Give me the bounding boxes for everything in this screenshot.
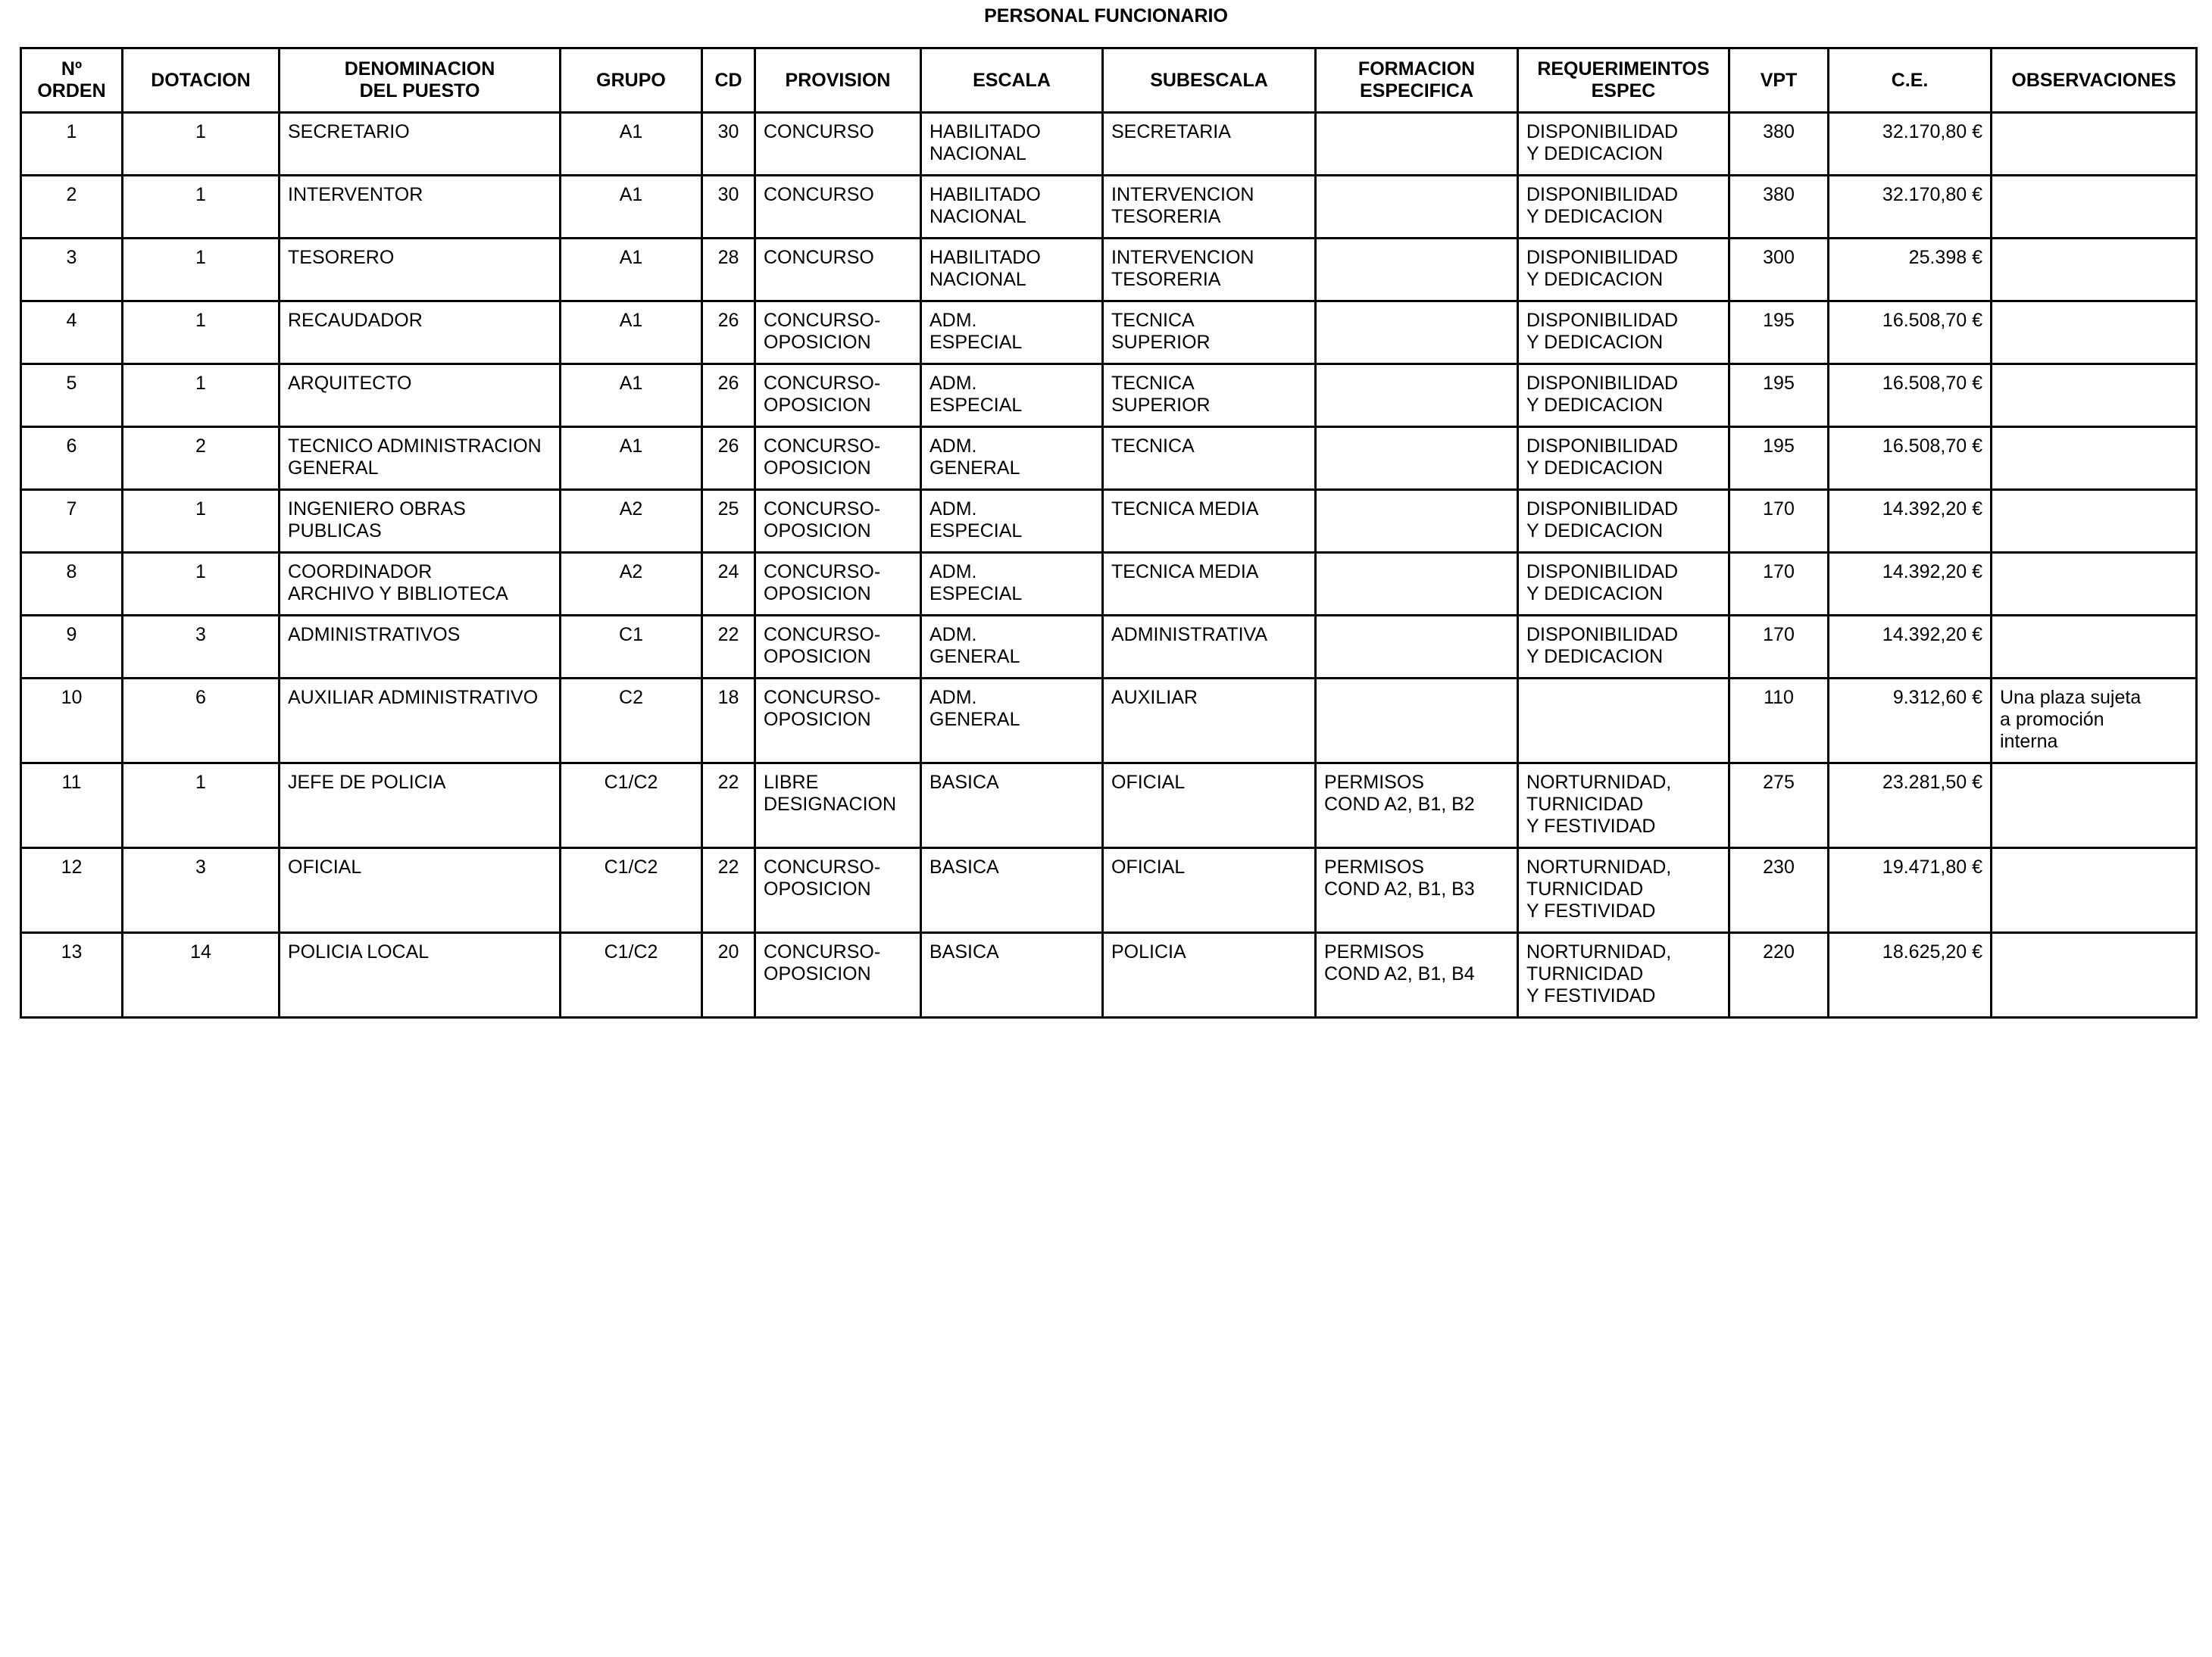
cell-orden: 4 bbox=[21, 301, 123, 364]
cell-subescala: ADMINISTRATIVA bbox=[1103, 616, 1316, 679]
cell-escala: ADM. GENERAL bbox=[921, 616, 1103, 679]
cell-provision: CONCURSO bbox=[755, 176, 921, 239]
cell-dotacion: 1 bbox=[123, 364, 280, 427]
header-denominacion: DENOMINACION DEL PUESTO bbox=[280, 48, 561, 113]
cell-cd: 26 bbox=[702, 364, 755, 427]
cell-escala: ADM. GENERAL bbox=[921, 679, 1103, 763]
cell-dotacion: 1 bbox=[123, 239, 280, 301]
table-row bbox=[21, 848, 2197, 933]
cell-dotacion: 1 bbox=[123, 113, 280, 176]
cell-vpt: 380 bbox=[1729, 113, 1829, 176]
table-row bbox=[21, 679, 2197, 763]
cell-dotacion: 2 bbox=[123, 427, 280, 490]
cell-cd: 28 bbox=[702, 239, 755, 301]
document-title: PERSONAL FUNCIONARIO bbox=[984, 5, 1228, 27]
cell-dotacion: 1 bbox=[123, 490, 280, 553]
cell-ce: 9.312,60 € bbox=[1829, 679, 1992, 763]
cell-dotacion: 14 bbox=[123, 933, 280, 1018]
cell-provision: CONCURSO bbox=[755, 239, 921, 301]
cell-requerimientos bbox=[1518, 679, 1729, 763]
cell-requerimientos: NORTURNIDAD, TURNICIDAD Y FESTIVIDAD bbox=[1518, 933, 1729, 1018]
cell-vpt: 195 bbox=[1729, 364, 1829, 427]
cell-grupo: A1 bbox=[561, 301, 702, 364]
table-body bbox=[21, 113, 2197, 1018]
cell-formacion bbox=[1316, 490, 1518, 553]
table-row bbox=[21, 616, 2197, 679]
cell-orden: 12 bbox=[21, 848, 123, 933]
cell-grupo: A1 bbox=[561, 113, 702, 176]
cell-formacion bbox=[1316, 553, 1518, 616]
cell-provision: CONCURSO- OPOSICION bbox=[755, 490, 921, 553]
cell-subescala: TECNICA bbox=[1103, 427, 1316, 490]
cell-escala: BASICA bbox=[921, 763, 1103, 848]
cell-dotacion: 6 bbox=[123, 679, 280, 763]
cell-formacion: PERMISOS COND A2, B1, B2 bbox=[1316, 763, 1518, 848]
cell-ce: 14.392,20 € bbox=[1829, 490, 1992, 553]
cell-formacion: PERMISOS COND A2, B1, B3 bbox=[1316, 848, 1518, 933]
cell-formacion bbox=[1316, 616, 1518, 679]
cell-ce: 18.625,20 € bbox=[1829, 933, 1992, 1018]
cell-cd: 20 bbox=[702, 933, 755, 1018]
cell-cd: 30 bbox=[702, 176, 755, 239]
cell-orden: 10 bbox=[21, 679, 123, 763]
cell-denominacion: JEFE DE POLICIA bbox=[280, 763, 561, 848]
table-row bbox=[21, 113, 2197, 176]
cell-orden: 11 bbox=[21, 763, 123, 848]
cell-subescala: POLICIA bbox=[1103, 933, 1316, 1018]
cell-provision: CONCURSO- OPOSICION bbox=[755, 364, 921, 427]
cell-vpt: 220 bbox=[1729, 933, 1829, 1018]
cell-orden: 9 bbox=[21, 616, 123, 679]
cell-provision: CONCURSO- OPOSICION bbox=[755, 616, 921, 679]
cell-observaciones bbox=[1992, 616, 2197, 679]
cell-provision: CONCURSO- OPOSICION bbox=[755, 848, 921, 933]
cell-requerimientos: DISPONIBILIDAD Y DEDICACION bbox=[1518, 616, 1729, 679]
cell-cd: 22 bbox=[702, 763, 755, 848]
personal-funcionario-table bbox=[20, 47, 2198, 1019]
table-row bbox=[21, 933, 2197, 1018]
cell-ce: 19.471,80 € bbox=[1829, 848, 1992, 933]
cell-ce: 16.508,70 € bbox=[1829, 427, 1992, 490]
header-cd: CD bbox=[702, 48, 755, 113]
cell-formacion bbox=[1316, 427, 1518, 490]
cell-vpt: 170 bbox=[1729, 490, 1829, 553]
table-row bbox=[21, 490, 2197, 553]
cell-formacion bbox=[1316, 679, 1518, 763]
cell-subescala: TECNICA SUPERIOR bbox=[1103, 301, 1316, 364]
cell-provision: CONCURSO- OPOSICION bbox=[755, 933, 921, 1018]
cell-vpt: 275 bbox=[1729, 763, 1829, 848]
cell-dotacion: 3 bbox=[123, 848, 280, 933]
cell-vpt: 170 bbox=[1729, 616, 1829, 679]
cell-cd: 30 bbox=[702, 113, 755, 176]
cell-grupo: C2 bbox=[561, 679, 702, 763]
cell-requerimientos: NORTURNIDAD, TURNICIDAD Y FESTIVIDAD bbox=[1518, 848, 1729, 933]
cell-grupo: A1 bbox=[561, 176, 702, 239]
header-ce: C.E. bbox=[1829, 48, 1992, 113]
cell-denominacion: SECRETARIO bbox=[280, 113, 561, 176]
cell-vpt: 110 bbox=[1729, 679, 1829, 763]
table-row bbox=[21, 301, 2197, 364]
cell-orden: 3 bbox=[21, 239, 123, 301]
cell-escala: BASICA bbox=[921, 848, 1103, 933]
cell-escala: ADM. GENERAL bbox=[921, 427, 1103, 490]
cell-cd: 22 bbox=[702, 848, 755, 933]
cell-orden: 7 bbox=[21, 490, 123, 553]
cell-formacion bbox=[1316, 301, 1518, 364]
cell-cd: 26 bbox=[702, 427, 755, 490]
cell-observaciones: Una plaza sujeta a promoción interna bbox=[1992, 679, 2197, 763]
header-observaciones: OBSERVACIONES bbox=[1992, 48, 2197, 113]
cell-denominacion: INGENIERO OBRAS PUBLICAS bbox=[280, 490, 561, 553]
cell-observaciones bbox=[1992, 427, 2197, 490]
cell-formacion: PERMISOS COND A2, B1, B4 bbox=[1316, 933, 1518, 1018]
table-row bbox=[21, 553, 2197, 616]
cell-escala: ADM. ESPECIAL bbox=[921, 490, 1103, 553]
cell-cd: 25 bbox=[702, 490, 755, 553]
cell-subescala: TECNICA SUPERIOR bbox=[1103, 364, 1316, 427]
cell-dotacion: 1 bbox=[123, 763, 280, 848]
cell-orden: 13 bbox=[21, 933, 123, 1018]
cell-requerimientos: DISPONIBILIDAD Y DEDICACION bbox=[1518, 113, 1729, 176]
cell-denominacion: POLICIA LOCAL bbox=[280, 933, 561, 1018]
cell-observaciones bbox=[1992, 239, 2197, 301]
cell-requerimientos: DISPONIBILIDAD Y DEDICACION bbox=[1518, 427, 1729, 490]
cell-grupo: C1/C2 bbox=[561, 848, 702, 933]
cell-observaciones bbox=[1992, 763, 2197, 848]
cell-escala: ADM. ESPECIAL bbox=[921, 553, 1103, 616]
cell-observaciones bbox=[1992, 176, 2197, 239]
cell-denominacion: AUXILIAR ADMINISTRATIVO bbox=[280, 679, 561, 763]
cell-vpt: 195 bbox=[1729, 301, 1829, 364]
cell-subescala: INTERVENCION TESORERIA bbox=[1103, 239, 1316, 301]
cell-formacion bbox=[1316, 113, 1518, 176]
cell-grupo: A1 bbox=[561, 239, 702, 301]
cell-provision: LIBRE DESIGNACION bbox=[755, 763, 921, 848]
cell-orden: 6 bbox=[21, 427, 123, 490]
header-row bbox=[21, 48, 2197, 113]
cell-denominacion: COORDINADOR ARCHIVO Y BIBLIOTECA bbox=[280, 553, 561, 616]
cell-requerimientos: DISPONIBILIDAD Y DEDICACION bbox=[1518, 301, 1729, 364]
cell-cd: 18 bbox=[702, 679, 755, 763]
cell-grupo: C1/C2 bbox=[561, 763, 702, 848]
cell-escala: ADM. ESPECIAL bbox=[921, 364, 1103, 427]
cell-escala: ADM. ESPECIAL bbox=[921, 301, 1103, 364]
cell-requerimientos: DISPONIBILIDAD Y DEDICACION bbox=[1518, 553, 1729, 616]
cell-ce: 23.281,50 € bbox=[1829, 763, 1992, 848]
cell-subescala: OFICIAL bbox=[1103, 848, 1316, 933]
cell-grupo: A2 bbox=[561, 490, 702, 553]
table-row bbox=[21, 364, 2197, 427]
cell-ce: 16.508,70 € bbox=[1829, 301, 1992, 364]
cell-denominacion: ARQUITECTO bbox=[280, 364, 561, 427]
cell-cd: 24 bbox=[702, 553, 755, 616]
cell-observaciones bbox=[1992, 301, 2197, 364]
cell-dotacion: 1 bbox=[123, 176, 280, 239]
cell-provision: CONCURSO- OPOSICION bbox=[755, 427, 921, 490]
cell-ce: 14.392,20 € bbox=[1829, 616, 1992, 679]
cell-dotacion: 1 bbox=[123, 553, 280, 616]
table-row bbox=[21, 239, 2197, 301]
cell-subescala: TECNICA MEDIA bbox=[1103, 490, 1316, 553]
cell-denominacion: TECNICO ADMINISTRACION GENERAL bbox=[280, 427, 561, 490]
cell-formacion bbox=[1316, 364, 1518, 427]
cell-orden: 2 bbox=[21, 176, 123, 239]
cell-provision: CONCURSO- OPOSICION bbox=[755, 553, 921, 616]
cell-grupo: C1/C2 bbox=[561, 933, 702, 1018]
cell-denominacion: ADMINISTRATIVOS bbox=[280, 616, 561, 679]
cell-denominacion: INTERVENTOR bbox=[280, 176, 561, 239]
cell-cd: 22 bbox=[702, 616, 755, 679]
header-grupo: GRUPO bbox=[561, 48, 702, 113]
header-requerimientos: REQUERIMEINTOS ESPEC bbox=[1518, 48, 1729, 113]
cell-denominacion: RECAUDADOR bbox=[280, 301, 561, 364]
table-row bbox=[21, 427, 2197, 490]
header-formacion: FORMACION ESPECIFICA bbox=[1316, 48, 1518, 113]
cell-requerimientos: DISPONIBILIDAD Y DEDICACION bbox=[1518, 176, 1729, 239]
cell-cd: 26 bbox=[702, 301, 755, 364]
cell-denominacion: OFICIAL bbox=[280, 848, 561, 933]
cell-subescala: SECRETARIA bbox=[1103, 113, 1316, 176]
cell-grupo: A1 bbox=[561, 364, 702, 427]
cell-formacion bbox=[1316, 239, 1518, 301]
cell-subescala: INTERVENCION TESORERIA bbox=[1103, 176, 1316, 239]
header-escala: ESCALA bbox=[921, 48, 1103, 113]
cell-subescala: OFICIAL bbox=[1103, 763, 1316, 848]
cell-observaciones bbox=[1992, 490, 2197, 553]
cell-requerimientos: DISPONIBILIDAD Y DEDICACION bbox=[1518, 364, 1729, 427]
cell-orden: 1 bbox=[21, 113, 123, 176]
cell-vpt: 300 bbox=[1729, 239, 1829, 301]
cell-dotacion: 3 bbox=[123, 616, 280, 679]
cell-requerimientos: DISPONIBILIDAD Y DEDICACION bbox=[1518, 490, 1729, 553]
cell-orden: 8 bbox=[21, 553, 123, 616]
header-vpt: VPT bbox=[1729, 48, 1829, 113]
table-row bbox=[21, 176, 2197, 239]
cell-grupo: A2 bbox=[561, 553, 702, 616]
header-dotacion: DOTACION bbox=[123, 48, 280, 113]
cell-provision: CONCURSO bbox=[755, 113, 921, 176]
cell-ce: 32.170,80 € bbox=[1829, 113, 1992, 176]
header-orden: Nº ORDEN bbox=[21, 48, 123, 113]
table-row bbox=[21, 763, 2197, 848]
cell-grupo: C1 bbox=[561, 616, 702, 679]
cell-provision: CONCURSO- OPOSICION bbox=[755, 679, 921, 763]
cell-ce: 32.170,80 € bbox=[1829, 176, 1992, 239]
cell-escala: HABILITADO NACIONAL bbox=[921, 113, 1103, 176]
cell-provision: CONCURSO- OPOSICION bbox=[755, 301, 921, 364]
cell-requerimientos: NORTURNIDAD, TURNICIDAD Y FESTIVIDAD bbox=[1518, 763, 1729, 848]
cell-escala: BASICA bbox=[921, 933, 1103, 1018]
cell-vpt: 230 bbox=[1729, 848, 1829, 933]
cell-denominacion: TESORERO bbox=[280, 239, 561, 301]
cell-subescala: AUXILIAR bbox=[1103, 679, 1316, 763]
cell-requerimientos: DISPONIBILIDAD Y DEDICACION bbox=[1518, 239, 1729, 301]
cell-observaciones bbox=[1992, 553, 2197, 616]
cell-observaciones bbox=[1992, 848, 2197, 933]
cell-vpt: 195 bbox=[1729, 427, 1829, 490]
cell-ce: 25.398 € bbox=[1829, 239, 1992, 301]
cell-ce: 14.392,20 € bbox=[1829, 553, 1992, 616]
cell-observaciones bbox=[1992, 364, 2197, 427]
cell-observaciones bbox=[1992, 933, 2197, 1018]
cell-formacion bbox=[1316, 176, 1518, 239]
cell-observaciones bbox=[1992, 113, 2197, 176]
cell-orden: 5 bbox=[21, 364, 123, 427]
cell-grupo: A1 bbox=[561, 427, 702, 490]
cell-escala: HABILITADO NACIONAL bbox=[921, 239, 1103, 301]
cell-subescala: TECNICA MEDIA bbox=[1103, 553, 1316, 616]
header-subescala: SUBESCALA bbox=[1103, 48, 1316, 113]
cell-vpt: 170 bbox=[1729, 553, 1829, 616]
cell-vpt: 380 bbox=[1729, 176, 1829, 239]
header-provision: PROVISION bbox=[755, 48, 921, 113]
cell-ce: 16.508,70 € bbox=[1829, 364, 1992, 427]
cell-dotacion: 1 bbox=[123, 301, 280, 364]
cell-escala: HABILITADO NACIONAL bbox=[921, 176, 1103, 239]
